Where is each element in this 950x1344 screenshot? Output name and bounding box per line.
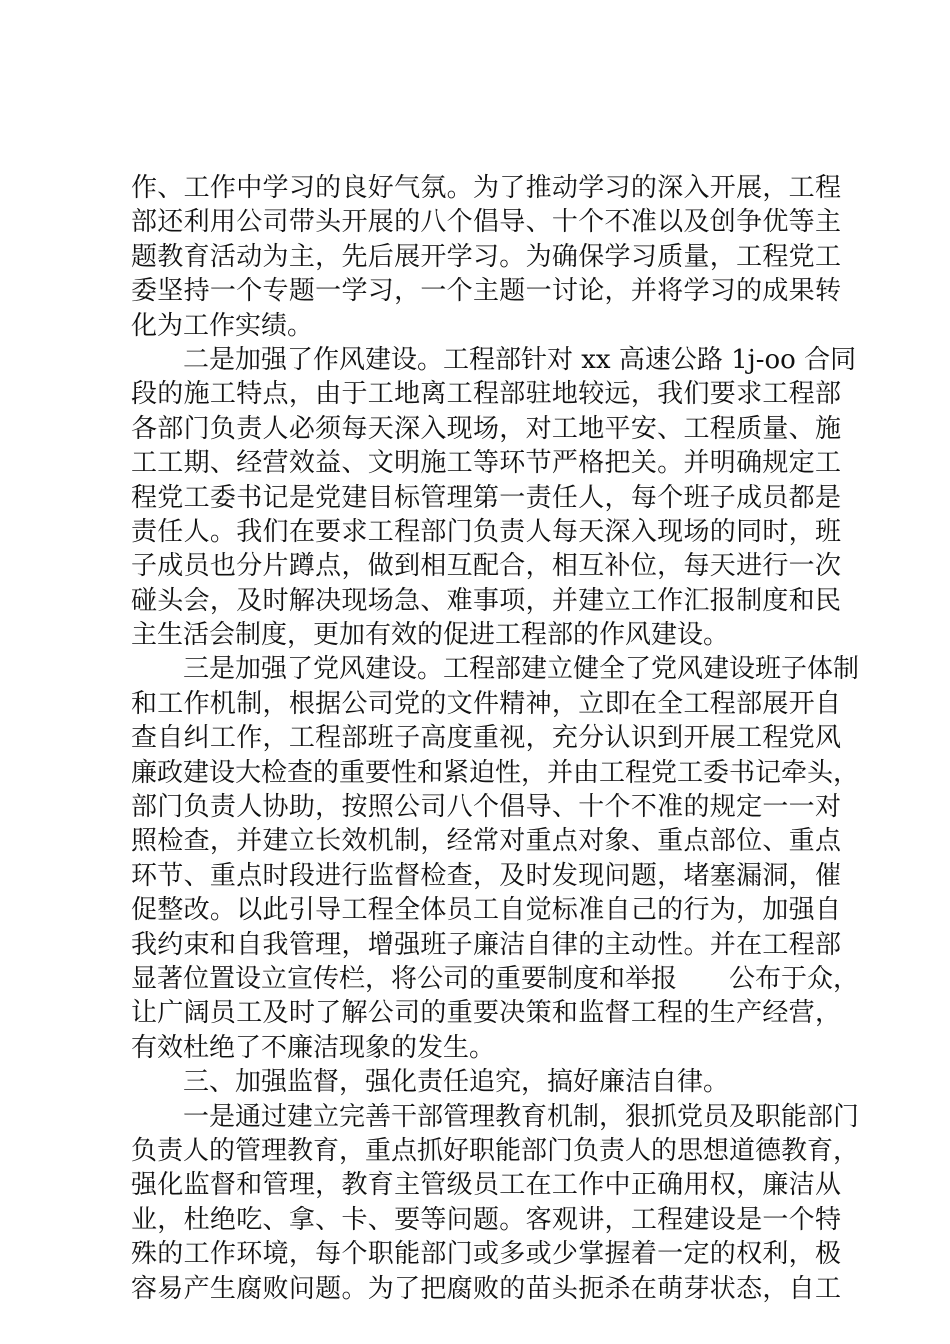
text-line: 化为工作实绩。 [131,310,314,341]
text-line: 题教育活动为主，先后展开学习。为确保学习质量，工程党工 [131,241,841,272]
text-line: 让广阔员工及时了解公司的重要决策和监督工程的生产经营， [131,998,841,1029]
text-line: 业，杜绝吃、拿、卡、要等问题。客观讲，工程建设是一个特 [131,1204,841,1235]
text-line: 一是通过建立完善干部管理教育机制，狠抓党员及职能部门 [183,1101,860,1132]
text-line: 显著位置设立宣传栏，将公司的重要制度和举报 公布于众， [131,963,860,994]
text-line: 查自纠工作，工程部班子高度重视，充分认识到开展工程党风 [131,723,841,754]
text-line: 容易产生腐败问题。为了把腐败的苗头扼杀在萌芽状态，自工 [131,1273,841,1304]
text-line: 各部门负责人必须每天深入现场，对工地平安、工程质量、施 [131,413,841,444]
text-line: 我约束和自我管理，增强班子廉洁自律的主动性。并在工程部 [131,929,841,960]
text-line: 作、工作中学习的良好气氛。为了推动学习的深入开展，工程 [131,173,841,203]
text-line: 和工作机制，根据公司党的文件精神，立即在全工程部展开自 [131,688,841,719]
text-line: 促整改。以此引导工程全体员工自觉标准自己的行为，加强自 [131,895,841,926]
text-line: 强化监督和管理，教育主管级员工在工作中正确用权，廉洁从 [131,1170,841,1201]
text-line: 负责人的管理教育，重点抓好职能部门负责人的思想道德教育， [131,1135,860,1166]
text-line: 部还利用公司带头开展的八个倡导、十个不准以及创争优等主 [131,207,841,238]
text-line: 有效杜绝了不廉洁现象的发生。 [131,1032,496,1063]
text-line: 程党工委书记是党建目标管理第一责任人，每个班子成员都是 [131,482,841,513]
text-line: 子成员也分片蹲点，做到相互配合，相互补位，每天进行一次 [131,551,841,582]
text-line: 工工期、经营效益、文明施工等环节严格把关。并明确规定工 [131,448,841,479]
text-line: 三是加强了党风建设。工程部建立健全了党风建设班子体制 [183,654,860,685]
text-line: 责任人。我们在要求工程部门负责人每天深入现场的同时，班 [131,516,841,547]
text-line: 照检查，并建立长效机制，经常对重点对象、重点部位、重点 [131,826,841,857]
text-line: 部门负责人协助，按照公司八个倡导、十个不准的规定一一对 [131,792,841,823]
text-line: 殊的工作环境，每个职能部门或多或少掌握着一定的权利，极 [131,1239,841,1270]
text-line: 主生活会制度，更加有效的促进工程部的作风建设。 [131,620,730,651]
document-body-text [131,171,860,1306]
text-line: 廉政建设大检查的重要性和紧迫性，并由工程党工委书记牵头， [131,757,860,788]
text-line: 段的施工特点，由于工地离工程部驻地较远，我们要求工程部 [131,379,841,410]
text-line: 碰头会，及时解决现场急、难事项，并建立工作汇报制度和民 [131,585,841,616]
text-line: 三、加强监督，强化责任追究，搞好廉洁自律。 [183,1067,730,1098]
text-line: 委坚持一个专题一学习，一个主题一讨论，并将学习的成果转 [131,276,841,307]
text-line: 环节、重点时段进行监督检查，及时发现问题，堵塞漏洞，催 [131,860,841,891]
text-line: 二是加强了作风建设。工程部针对 xx 高速公路 1j-oo 合同 [183,344,857,375]
